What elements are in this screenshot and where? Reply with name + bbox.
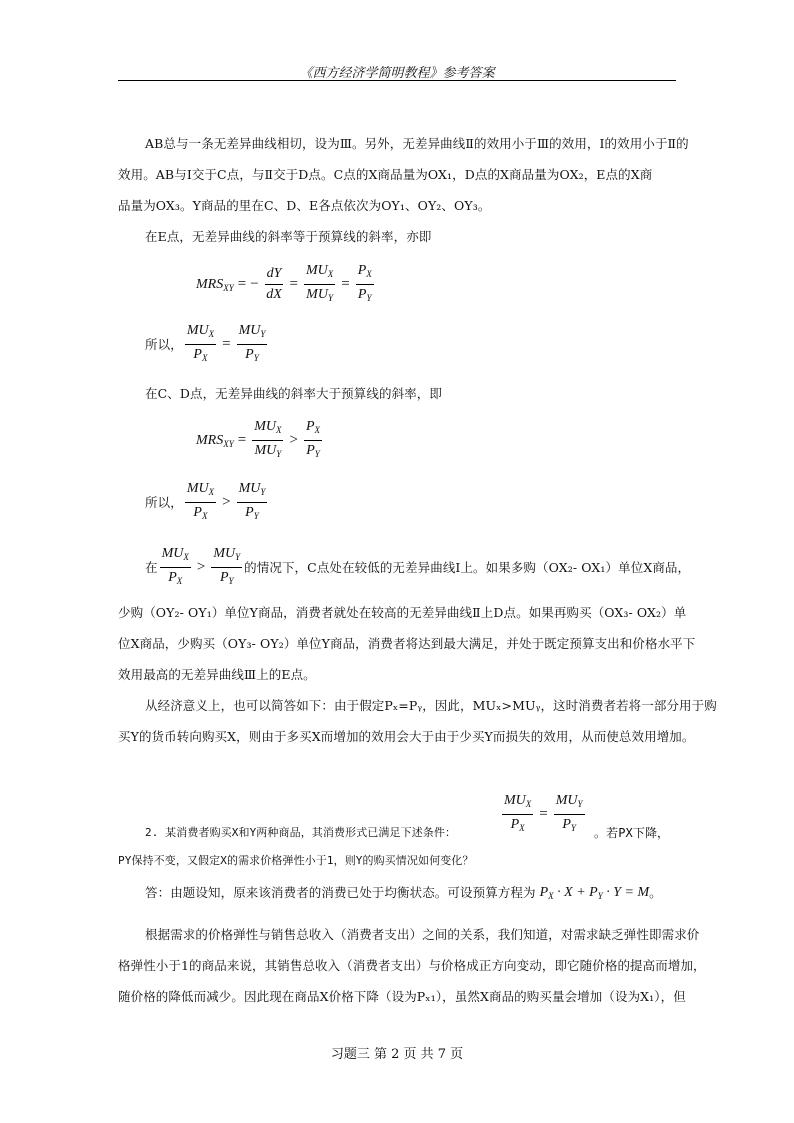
para6-line4: 效用最高的无差异曲线Ⅲ上的E点。 xyxy=(118,667,316,682)
para4-text: 在C、D点，无差异曲线的斜率大于预算线的斜率，即 xyxy=(145,386,442,401)
mrs-symbol: $MRS_{XY}$ xyxy=(196,276,234,293)
para7-line2: 买Y的货币转向购买X，则由于多买X而增加的效用会大于由于少买Y而损失的效用，从而使总效用增加。 xyxy=(118,729,695,744)
para8-line3: 随价格的降低而减少。因此现在商品X价格下降（设为Pₓ₁），虽然X商品的购买量会增加（设为X₁），但 xyxy=(118,989,686,1004)
equation-mrs-equal: $MRS_{XY}$ = − $\frac{dY}{dX}$ = $\frac{MU_X}{MU_Y}$ = $\frac{P_X}{P_Y}$ xyxy=(196,262,376,307)
fraction-px-py: $\frac{P_X}{P_Y}$ xyxy=(357,263,372,303)
answer-line1: 答：由题设知，原来该消费者的消费已处于均衡状态。可设预算方程为 $P_X \cdot X + P_Y \cdot Y = M$ 。 xyxy=(145,885,662,901)
para1-line2: 效用。AB与Ⅰ交于C点，与Ⅱ交于D点。C点的X商品量为OX₁，D点的X商品量为OX₂，E点的X商 xyxy=(118,167,653,182)
para1-line1: AB总与一条无差异曲线相切，设为Ⅲ。另外，无差异曲线Ⅱ的效用小于Ⅲ的效用，Ⅰ的效用小于Ⅱ的 xyxy=(145,136,689,151)
question2-line1: 2. 某消费者购买X和Y两种商品，其消费形式已满足下述条件： xyxy=(145,826,457,839)
question2-suffix: 。若PX下降， xyxy=(594,826,670,840)
para8-line1: 根据需求的价格弹性与销售总收入（消费者支出）之间的关系，我们知道，对需求缺乏弹性即需求价 xyxy=(145,927,700,942)
question2-line2: PY保持不变，又假定X的需求价格弹性小于1，则Y的购买情况如何变化？ xyxy=(118,854,474,867)
para6-line2: 少购（OY₂- OY₁）单位Y商品，消费者就处在较高的无差异曲线Ⅱ上D点。如果再购买（OX₃- OX₂）单 xyxy=(118,605,687,620)
para1-line3: 品量为OX₃。Y商品的里在C、D、E各点依次为OY₁、OY₂、OY₃。 xyxy=(118,198,491,213)
page-header-title: 《西方经济学简明教程》参考答案 xyxy=(299,66,495,81)
fraction-mux-muy: $\frac{MU_X}{MU_Y}$ xyxy=(305,263,334,303)
fraction-dy-dx: $\frac{dY}{dX}$ xyxy=(266,266,282,302)
equation-so-equal: 所以， $\frac{MU_X}{P_X}$ = $\frac{MU_Y}{P_Y}$ xyxy=(145,323,266,363)
question2-condition-formula: $\frac{MU_X}{P_X}$ = $\frac{MU_Y}{P_Y}$ xyxy=(504,793,583,833)
header-rule xyxy=(118,80,676,81)
equation-mrs-greater: $MRS_{XY}$ = $\frac{MU_X}{MU_Y}$ > $\frac{P_X}{P_Y}$ xyxy=(196,419,321,459)
page-footer: 习题三 第 2 页 共 7 页 xyxy=(330,1047,464,1062)
budget-equation: $P_X \cdot X + P_Y \cdot Y = M$ xyxy=(539,885,650,901)
para8-line2: 格弹性小于1的商品来说，其销售总收入（消费者支出）与价格成正方向变动，即它随价格的提高而增加， xyxy=(118,958,706,973)
para2-text: 在E点，无差异曲线的斜率等于预算线的斜率，亦即 xyxy=(145,229,432,244)
para7-line1: 从经济意义上，也可以简答如下：由于假定Pₓ=Pᵧ，因此，MUₓ>MUᵧ，这时消费者若将一部分用于购 xyxy=(145,698,717,713)
para6-line1: 在 $\frac{MU_X}{P_X}$ > $\frac{MU_Y}{P_Y}$ 的情况下，C点处在较低的无差异曲线Ⅰ上。如果多购（OX₂- OX₁）单位X商品， xyxy=(145,546,691,586)
para6-line3: 位X商品，少购买（OY₃- OY₂）单位Y商品，消费者将达到最大满足，并处于既定预算支出和价格水平下 xyxy=(118,636,696,651)
equation-so-greater: 所以， $\frac{MU_X}{P_X}$ > $\frac{MU_Y}{P_Y}$ xyxy=(145,481,266,521)
